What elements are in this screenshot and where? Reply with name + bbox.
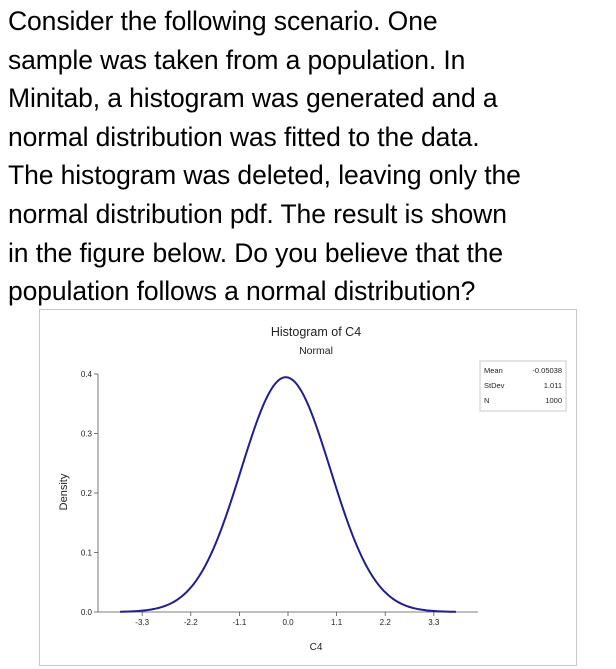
question-line: normal distribution pdf. The result is shown [8,198,507,229]
y-axis-label: Density [58,473,70,511]
x-tick-label: -3.3 [135,618,150,627]
chart-figure [39,309,577,666]
x-tick-label: 0.0 [282,618,294,627]
legend-mean-label: Mean [484,366,503,375]
question-line: population follows a normal distribution? [8,276,476,307]
x-tick-label: 3.3 [428,618,440,627]
chart-subtitle: Normal [299,345,333,357]
y-tick-label: 0.0 [80,608,92,617]
question-line: Minitab, a histogram was generated and a [8,83,498,114]
question-text [8,2,614,311]
legend-n-value: 1000 [545,396,562,405]
y-tick-label: 0.3 [80,429,92,439]
y-tick-label: 0.1 [80,548,92,558]
legend-mean-value: -0.05038 [532,366,562,375]
y-tick-label: 0.4 [80,370,92,379]
x-axis-label: C4 [309,642,323,653]
question-line: normal distribution was fitted to the data. [8,121,480,152]
question-line: Consider the following scenario. One [8,6,438,36]
x-tick-label: 2.2 [379,618,391,627]
x-tick-label: -1.1 [232,618,247,627]
x-tick-label: 1.1 [331,618,343,627]
chart-title: Histogram of C4 [270,325,362,339]
histogram-chart [40,310,578,667]
axes [81,370,478,627]
legend-n-label: N [484,396,490,405]
legend-stdev-label: StDev [484,381,505,390]
question-line: sample was taken from a population. In [8,44,466,75]
question-line: in the figure below. Do you believe that the [8,237,504,268]
legend-stdev-value: 1.011 [543,381,562,390]
normal-pdf-curve [120,377,456,612]
y-tick-label: 0.2 [80,489,92,498]
question-line: The histogram was deleted, leaving only the [8,160,521,191]
x-tick-label: -2.2 [183,618,198,627]
